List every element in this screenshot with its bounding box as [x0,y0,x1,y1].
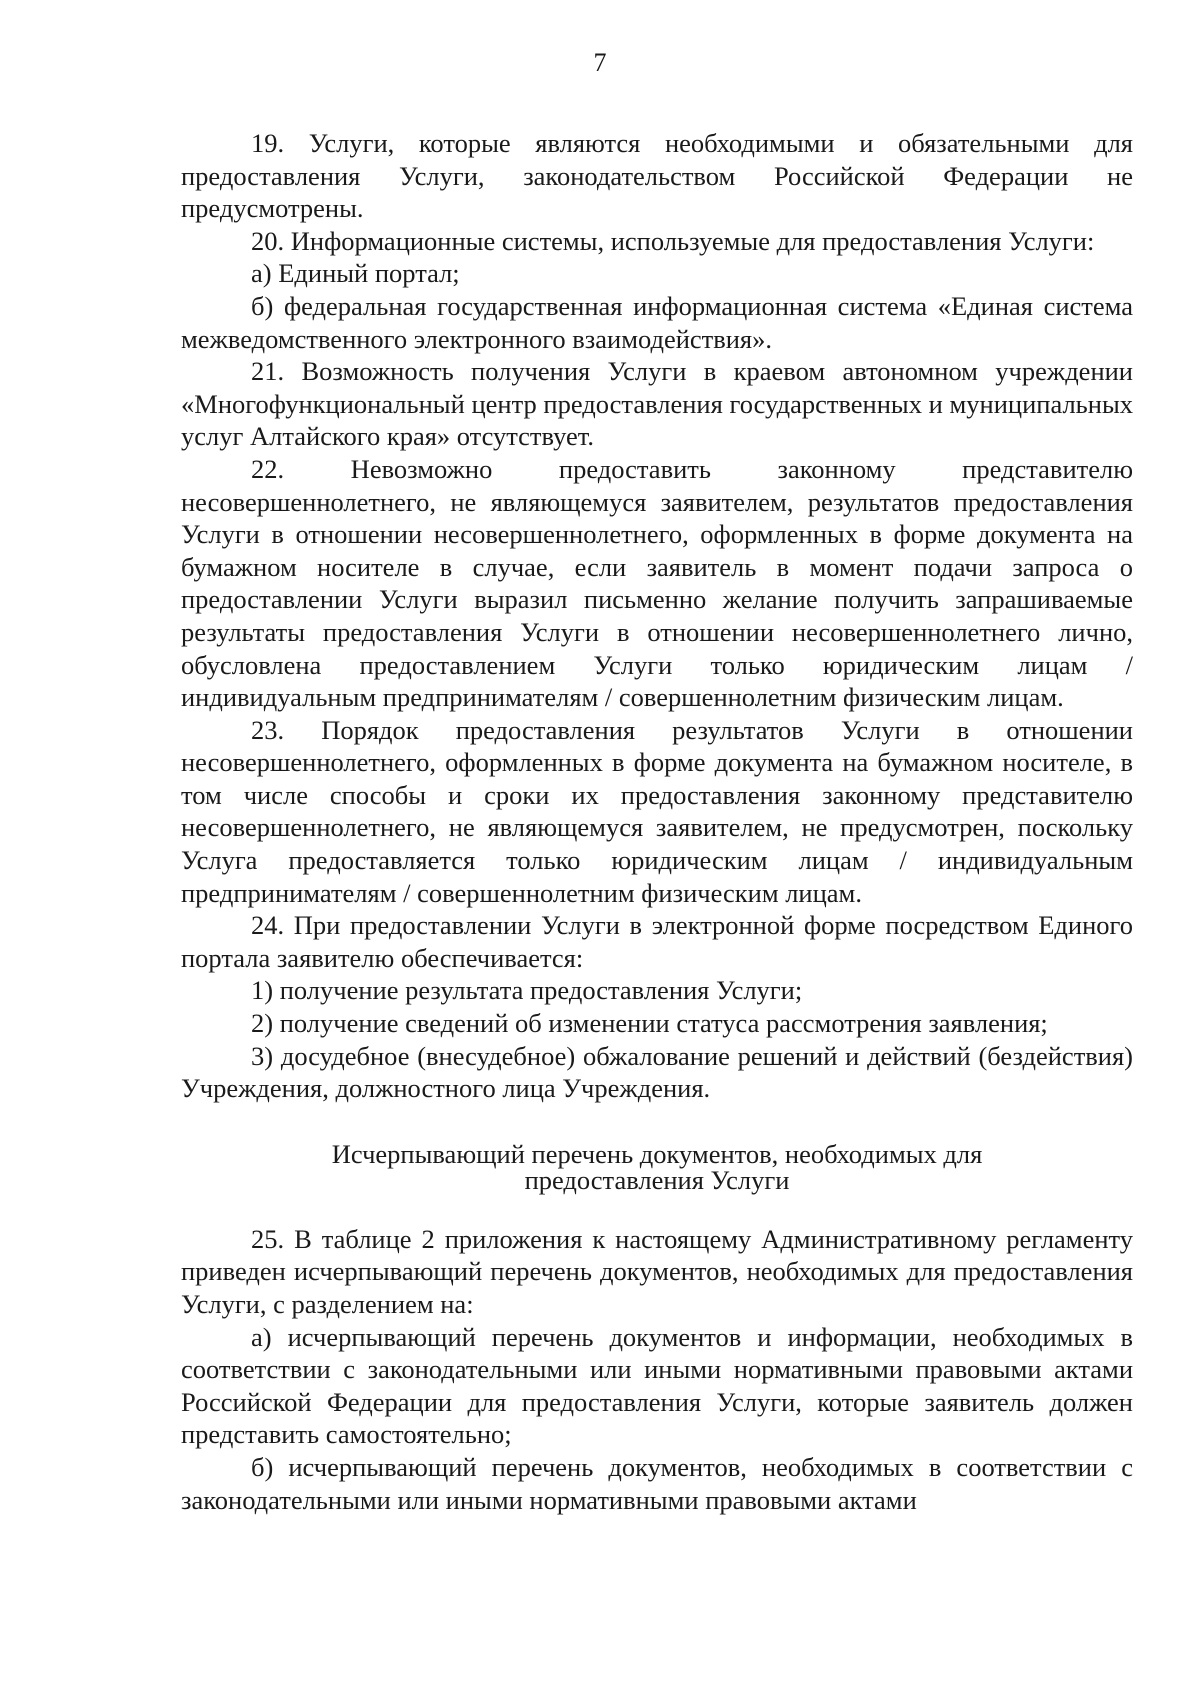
paragraph-23: 23. Порядок предоставления результатов Услуги в отношении несовершеннолетнего, оформленных в форме документа на бумажном носителе, в том числе способы и сроки их предоставления законному представителю несовершеннолетнего, не являющемуся заявителем, не предусмотрен, поскольку Услуга предоставляется только юридическим лицам / индивидуальным предпринимателям / совершеннолетним физическим лицам. [181,714,1133,908]
paragraph-21: 21. Возможность получения Услуги в краевом автономном учреждении «Многофункциональный центр предоставления государственных и муниципальных услуг Алтайского края» отсутствует. [181,356,1133,452]
section-heading-line-2: предоставления Услуги [524,1164,790,1195]
paragraph-19: 19. Услуги, которые являются необходимыми и обязательными для предоставления Услуги, законодательством Российской Федерации не предусмотрены. [181,128,1133,224]
paragraph-24-2: 2) получение сведений об изменении статуса рассмотрения заявления; [251,1008,1048,1039]
document-body [181,127,1133,1516]
page-number: 7 [593,48,607,77]
paragraph-24-3: 3) досудебное (внесудебное) обжалование решений и действий (бездействия) Учреждения, должностного лица Учреждения. [181,1040,1133,1104]
paragraph-25: 25. В таблице 2 приложения к настоящему Административному регламенту приведен исчерпывающий перечень документов, необходимых для предоставления Услуги, с разделением на: [181,1223,1133,1319]
paragraph-25-a: а) исчерпывающий перечень документов и информации, необходимых в соответствии с законодательными или иными нормативными правовыми актами Российской Федерации для предоставления Услуги, которые заявитель должен представить самостоятельно; [181,1321,1133,1450]
paragraph-24-1: 1) получение результата предоставления Услуги; [251,975,803,1006]
paragraph-20: 20. Информационные системы, используемые для предоставления Услуги: [251,225,1095,256]
paragraph-22: 22. Невозможно предоставить законному представителю несовершеннолетнего, не являющемуся заявителем, результатов предоставления Услуги в отношении несовершеннолетнего, оформленных в форме документа на бумажном носителе в случае, если заявитель в момент подачи запроса о предоставлении Услуги выразил письменно желание получить запрашиваемые результаты предоставления Услуги в отношении несовершеннолетнего лично, обусловлена предоставлением Услуги только юридическим лицам / индивидуальным предпринимателям / совершеннолетним физическим лицам. [181,453,1133,713]
section-heading-line-1: Исчерпывающий перечень документов, необходимых для [331,1138,983,1169]
paragraph-24: 24. При предоставлении Услуги в электронной форме посредством Единого портала заявителю обеспечивается: [181,910,1133,973]
paragraph-20-b: б) федеральная государственная информационная система «Единая система межведомственного электронного взаимодействия». [181,290,1133,354]
section-heading [181,1138,1133,1195]
paragraph-20-a: а) Единый портал; [251,258,460,289]
paragraph-25-b: б) исчерпывающий перечень документов, необходимых в соответствии с законодательными или иными нормативными правовыми актами [181,1451,1133,1515]
